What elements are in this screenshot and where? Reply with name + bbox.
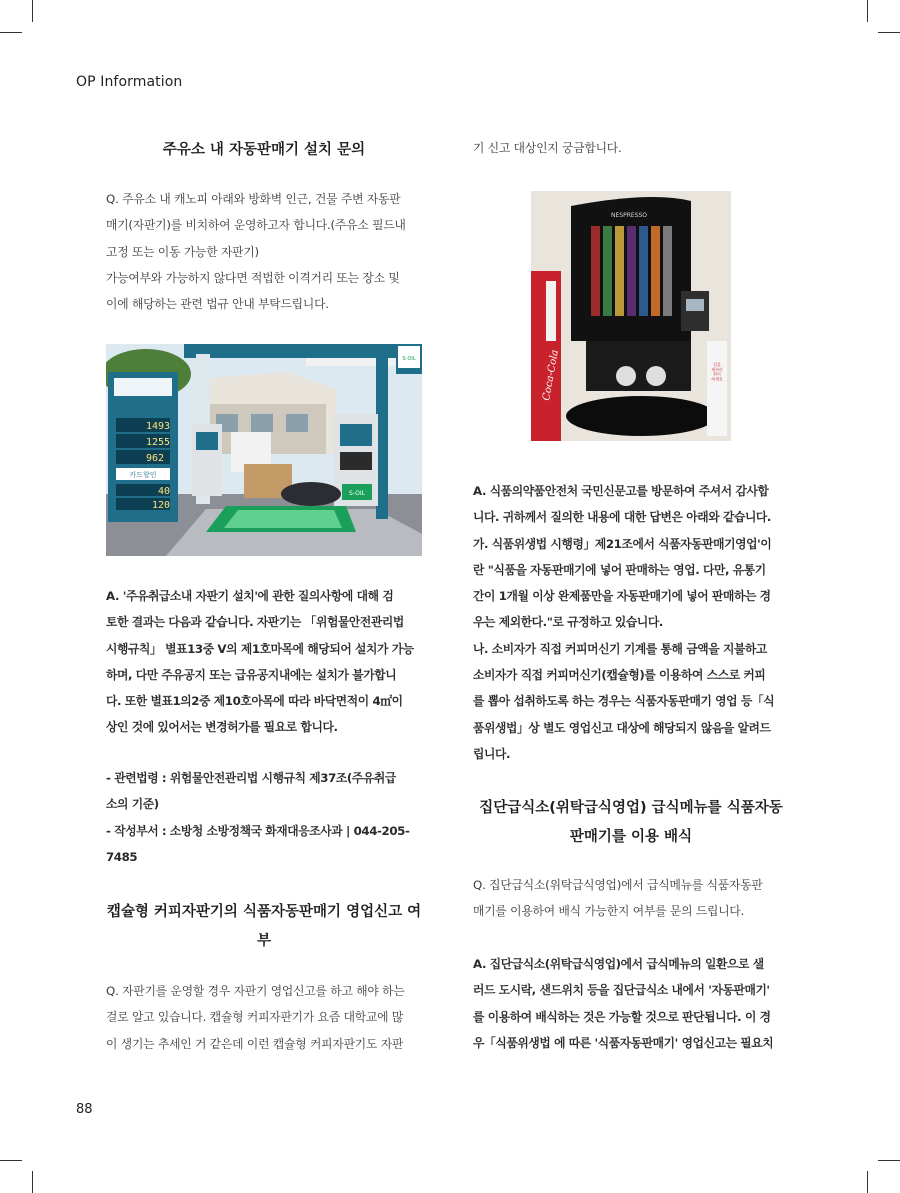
question-gas-station: Q. 주유소 내 캐노피 아래와 방화벽 인근, 건물 주변 자동판 매기(자판기)를 비치하여 운영하고자 합니다.(주유소 필드내 고정 또는 이동 가능한 자판기) 가능여부와 가능하지 않다면 적법한 이격거리 또는 장소 및 이에 해당하는 관련 법규 안내 부탁드립니다.: [106, 192, 406, 312]
section-title-group-meal: 집단급식소(위탁급식영업) 급식메뉴를 식품자동판매기를 이용 배식: [479, 800, 783, 845]
crop-mark-bl-v: [32, 1171, 33, 1193]
page-number: 88: [76, 1102, 93, 1117]
crop-mark-br-v: [867, 1171, 868, 1193]
question-capsule-coffee-continued: 기 신고 대상인지 궁금합니다.: [473, 141, 622, 155]
reference-info: - 관련법령 : 위험물안전관리법 시행규칙 제37조(주유취급 소의 기준) - 작성부서 : 소방청 소방정책국 화재대응조사과 | 044-205- 7485: [106, 771, 410, 864]
section-title-gas-station-vending: 주유소 내 자동판매기 설치 문의: [162, 142, 366, 158]
lower-row-1: 40: [158, 486, 171, 497]
gas-station-illustration: [106, 344, 422, 556]
section-title-capsule-coffee: 캡슐형 커피자판기의 식품자동판매기 영업신고 여부: [106, 904, 422, 949]
pump-brand: S-OIL: [349, 490, 365, 497]
gas-station-photo: [106, 344, 422, 556]
answer-capsule-coffee: A. 식품의약품안전처 국민신문고를 방문하여 주셔서 감사합 니다. 귀하께서 질의한 내용에 대한 답변은 아래와 같습니다. 가. 식품위생법 시행령」제21조에서 식품자동판매기영업'이 란 "식품을 자동판매기에 넣어 판매하는 영업. 다만, 유통기 간이 1개월 이상 완제품만을 자동판매기에 넣어 판매하는 경 우는 제외한다."로 규정하고 있습니다. 나. 소비자가 직접 커피머신기 기계를 통해 금액을 지불하고 소비자가 직접 커피머신기(캡슐형)를 이용하여 스스로 커피 를 뽑아 섭취하도록 하는 경우는 식품자동판매기 영업 등「식 품위생법」상 별도 영업신고 대상에 해당되지 않음을 알려드 립니다.: [473, 484, 775, 761]
canopy-brand: S-OIL: [402, 356, 416, 362]
crop-mark-br-h: [878, 1160, 900, 1161]
crop-mark-tr-v: [867, 0, 868, 22]
running-header: OP Information: [76, 74, 183, 90]
card-discount-label: 카드할인: [129, 471, 157, 479]
answer-group-meal: A. 집단급식소(위탁급식영업)에서 급식메뉴의 일환으로 샐 러드 도시락, 샌드위치 등을 집단급식소 내에서 '자동판매기' 를 이용하여 배식하는 것은 가능할 것으로 판단됩니다. 이 경 우「식품위생법 에 따른 '식품자동판매기' 영업신고는 필요치: [473, 957, 774, 1050]
capsule-columns: [591, 226, 672, 316]
machine-brand: NESPRESSO: [611, 212, 648, 219]
answer-gas-station: A. '주유취급소내 자판기 설치'에 관한 질의사항에 대해 검 토한 결과는 다음과 같습니다. 자판기는 「위험물안전관리법 시행규칙」 별표13중 V의 제1호마목에 해당되어 설치가 가능 하며, 다만 주유공지 또는 급유공지내에는 설치가 불가합니 다. 또한 별표1의2중 제10호아목에 따라 바닥면적이 4㎡이 상인 것에 있어서는 변경허가를 필요로 합니다.: [106, 589, 414, 735]
crop-mark-bl-h: [0, 1160, 22, 1161]
capsule-vending-illustration: [531, 191, 731, 441]
question-capsule-coffee: Q. 자판기를 운영할 경우 자판기 영업신고를 하고 해야 하는 걸로 알고 있습니다. 캡슐형 커피자판기가 요즘 대학교에 많 이 생기는 추세인 거 같은데 이런 캡슐형 커피자판기도 자판: [106, 984, 405, 1051]
crop-mark-tl-v: [32, 0, 33, 22]
coffee-machine-photo: [531, 191, 731, 441]
question-group-meal: Q. 집단급식소(위탁급식영업)에서 급식메뉴를 식품자동판 매기를 이용하여 배식 가능한지 여부를 문의 드립니다.: [473, 878, 763, 919]
price-row-2: 1255: [146, 437, 171, 448]
price-row-3: 962: [146, 453, 165, 464]
lower-row-2: 120: [152, 500, 171, 511]
crop-mark-tl-h: [0, 32, 22, 33]
price-row-1: 1493: [146, 421, 171, 432]
side-sign-text: 컵을 제자리 위치 하세요: [711, 362, 723, 382]
cooler-logo: Coca-Cola: [541, 348, 561, 402]
crop-mark-tr-h: [878, 32, 900, 33]
